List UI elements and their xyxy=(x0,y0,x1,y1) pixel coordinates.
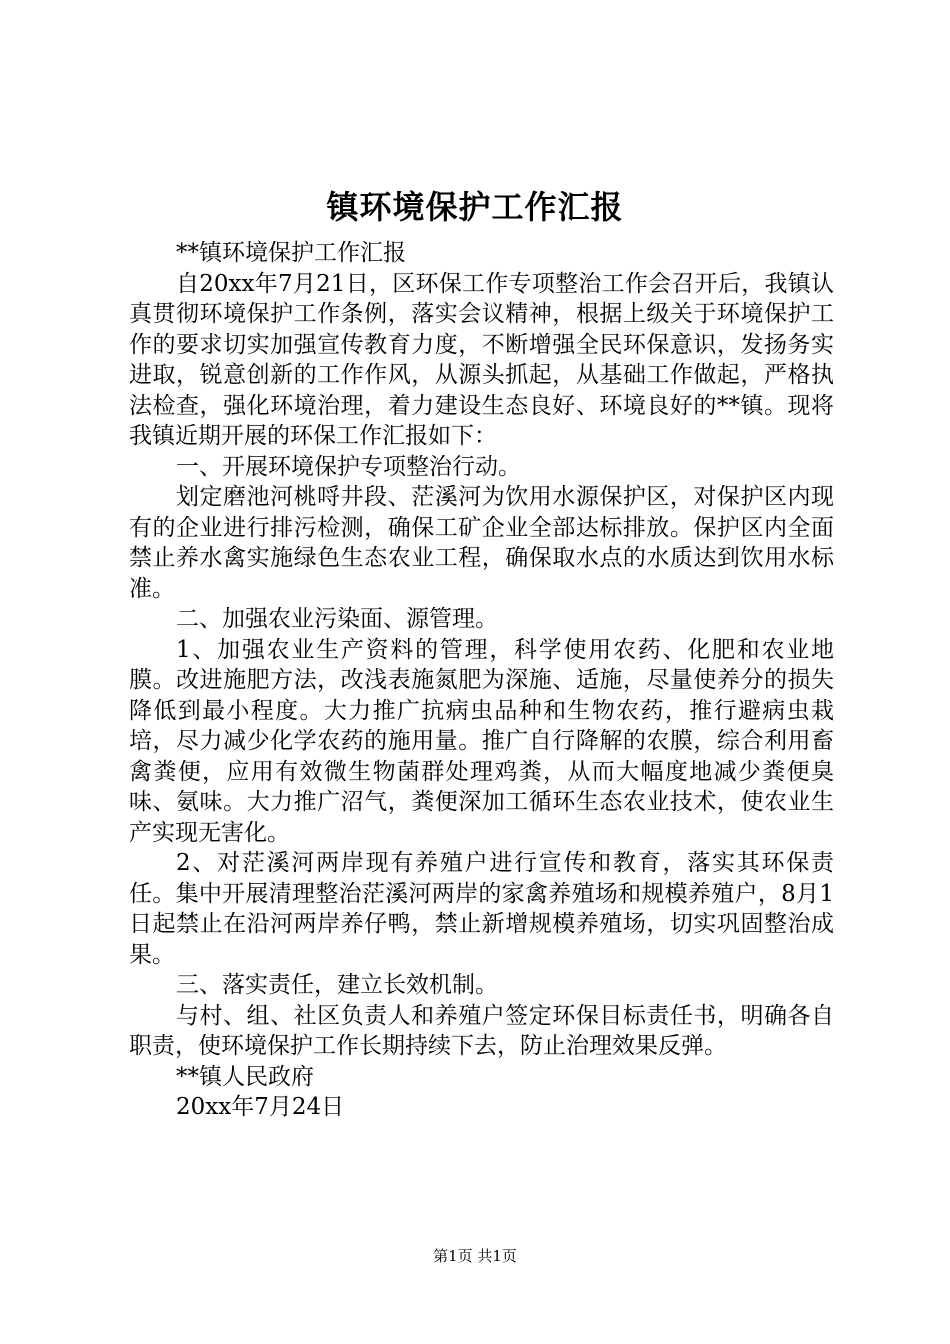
document-body xyxy=(129,238,834,1123)
section-1-paragraph: 划定磨池河桃哷井段、茫溪河为饮用水源保护区，对保护区内现有的企业进行排污检测，确保工矿企业全部达标排放。保护区内全面禁止养水禽实施绿色生态农业工程，确保取水点的水质达到饮用水标准。 xyxy=(129,484,834,602)
report-subtitle: **镇环境保护工作汇报 xyxy=(176,240,406,266)
section-2-item-1: 1、加强农业生产资料的管理，科学使用农药、化肥和农业地膜。改进施肥方法，改浅表施氮肥为深施、适施，尽量使养分的损失降低到最小程度。大力推广抗病虫品种和生物农药，推行避病虫栽培，尽力减少化学农药的施用量。推广自行降解的农膜，综合利用畜禽粪便，应用有效微生物菌群处理鸡粪，从而大幅度地减少粪便臭味、氨味。大力推广沼气，粪便深加工循环生态农业技术，使农业生产实现无害化。 xyxy=(129,636,834,846)
section-heading-1: 一、开展环境保护专项整治行动。 xyxy=(176,453,521,480)
intro-paragraph: 自20xx年7月21日，区环保工作专项整治工作会召开后，我镇认真贯彻环境保护工作条例，落实会议精神，根据上级关于环境保护工作的要求切实加强宣传教育力度，不断增强全民环保意识，发扬务实进取，锐意创新的工作作风，从源头抓起，从基础工作做起，严格执法检查，强化环境治理，着力建设生态良好、环境良好的**镇。现将我镇近期开展的环保工作汇报如下： xyxy=(129,270,834,449)
section-3-paragraph: 与村、组、社区负责人和养殖户签定环保目标责任书，明确各自职责，使环境保护工作长期持续下去，防止治理效果反弹。 xyxy=(129,1002,834,1059)
page-footer: 第1页 共1页 xyxy=(433,1247,517,1265)
signature-org: **镇人民政府 xyxy=(176,1063,314,1090)
section-2-item-2: 2、对茫溪河两岸现有养殖户进行宣传和教育，落实其环保责任。集中开展清理整治茫溪河两岸的家禽养殖场和规模养殖户，8月1日起禁止在沿河两岸养仔鸭，禁止新增规模养殖场，切实巩固整治成果。 xyxy=(129,850,834,968)
signature-date: 20xx年7月24日 xyxy=(176,1094,345,1120)
section-heading-3: 三、落实责任，建立长效机制。 xyxy=(176,972,498,998)
section-heading-2: 二、加强农业污染面、源管理。 xyxy=(176,606,498,632)
document-title: 镇环境保护工作汇报 xyxy=(326,188,624,226)
